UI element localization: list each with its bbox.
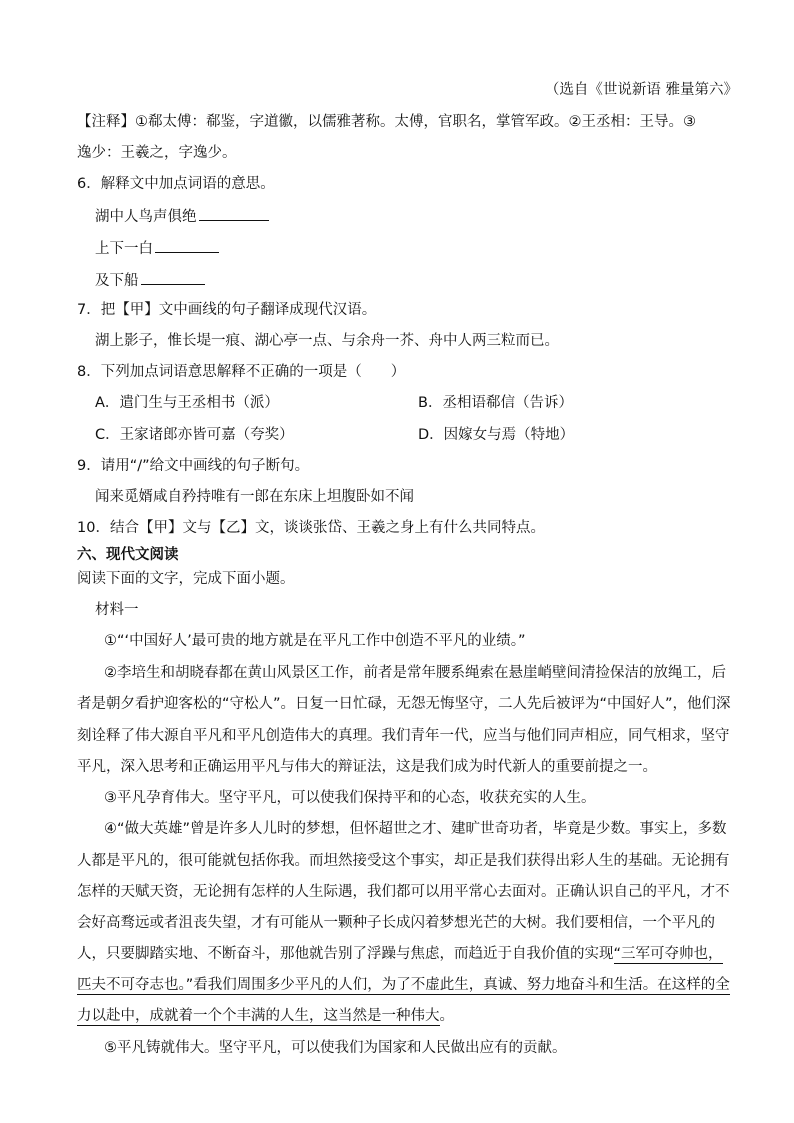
paragraph-2-line-3: 刻诠释了伟大源自平凡和平凡创造伟大的真理。我们青年一代，应当与他们同声相应，同气相求，坚守 (77, 728, 730, 744)
q8-option-a[interactable]: A．遣门生与王丞相书（派） (95, 395, 279, 411)
paragraph-4-period: 。 (439, 1008, 454, 1024)
q6-item-1 (95, 206, 269, 227)
q6-item-1-text: 湖中人鸟声俱绝 (95, 209, 197, 225)
q7-stem: 7．把【甲】文中画线的句子翻译成现代汉语。 (77, 302, 377, 318)
q7-sentence: 湖上影子，惟长堤一痕、湖心亭一点、与余舟一芥、舟中人两三粒而已。 (95, 333, 559, 349)
answer-blank[interactable] (155, 238, 219, 253)
q6-item-2 (95, 238, 219, 259)
answer-blank[interactable] (141, 270, 205, 285)
paragraph-4-line-5 (77, 944, 723, 964)
q8-option-d[interactable]: D．因嫁女与焉（特地） (418, 427, 575, 443)
paragraph-4-line-1: ④“做大英雄”曾是许多人儿时的梦想，但怀超世之才、建旷世奇功者，毕竟是少数。事实上，多数 (104, 821, 727, 837)
material-label: 材料一 (95, 602, 139, 618)
answer-blank[interactable] (199, 206, 269, 221)
q10-stem: 10．结合【甲】文与【乙】文，谈谈张岱、王羲之身上有什么共同特点。 (77, 520, 545, 536)
notes-line-1: 【注释】①郗太傅：郗鉴，字道徽，以儒雅著称。太傅，官职名，掌管军政。②王丞相：王导。③ (77, 114, 696, 130)
paragraph-4-line-6 (77, 975, 730, 995)
paragraph-2-line-1: ②李培生和胡晓春都在黄山风景区工作，前者是常年腰系绳索在悬崖峭壁间清捡保洁的放绳工，后 (104, 665, 726, 681)
q8-option-b[interactable]: B．丞相语郗信（告诉） (418, 395, 573, 411)
underlined-text: 匹夫不可夺志也。”看我们周围多少平凡的人们，为了不虚此生，真诚、努力地奋斗和生活。在这样的全 (77, 977, 730, 993)
underlined-text-end: 力以赴中，成就着一个个丰满的人生，这当然是一种伟大 (77, 1008, 440, 1024)
q9-stem: 9．请用“/”给文中画线的句子断句。 (77, 458, 310, 474)
q9-sentence: 闻来觅婿咸自矜持唯有一郎在东床上坦腹卧如不闻 (95, 489, 414, 505)
paragraph-1: ①“‘中国好人’最可贵的地方就是在平凡工作中创造不平凡的业绩。” (104, 633, 526, 649)
paragraph-4-line-7 (77, 1006, 454, 1026)
paragraph-4-line-5-text: 人，只要脚踏实地、不断奋斗，那他就告别了浮躁与焦虑，而趋近于自我价值的实现 (77, 946, 614, 962)
paragraph-2-line-4: 平凡，深入思考和正确运用平凡与伟大的辩证法，这是我们成为时代新人的重要前提之一。 (77, 759, 657, 775)
paragraph-3: ③平凡孕育伟大。坚守平凡，可以使我们保持平和的心态，收获充实的人生。 (104, 790, 596, 806)
section-heading: 六、现代文阅读 (77, 547, 179, 563)
section-instruction: 阅读下面的文字，完成下面小题。 (77, 571, 295, 587)
paragraph-4-line-3: 怎样的天赋天资，无论拥有怎样的人生际遇，我们都可以用平常心去面对。正确认识自己的平凡，才不 (77, 884, 730, 900)
paragraph-4-line-2: 人都是平凡的，很可能就包括你我。而坦然接受这个事实，却正是我们获得出彩人生的基础。无论拥有 (77, 853, 730, 869)
q8-stem: 8．下列加点词语意思解释不正确的一项是（ ） (77, 364, 406, 380)
paragraph-4-line-4: 会好高骛远或者沮丧失望，才有可能从一颗种子长成闪着梦想光芒的大树。我们要相信，一个平凡的 (77, 915, 715, 931)
q6-stem: 6．解释文中加点词语的意思。 (77, 176, 275, 192)
source-citation: （选自《世说新语 雅量第六》 (544, 82, 738, 98)
notes-line-2: 逸少：王羲之，字逸少。 (77, 145, 237, 161)
paragraph-5: ⑤平凡铸就伟大。坚守平凡，可以使我们为国家和人民做出应有的贡献。 (104, 1040, 567, 1056)
q8-option-c[interactable]: C．王家诸郎亦皆可嘉（夸奖） (95, 427, 294, 443)
paragraph-2-line-2: 者是朝夕看护迎客松的“守松人”。日复一日忙碌，无怨无悔坚守，二人先后被评为“中国好人”，他们深 (77, 696, 731, 712)
underlined-quote-start: “三军可夺帅也， (613, 946, 723, 962)
q6-item-2-text: 上下一白 (95, 241, 153, 257)
q6-item-3 (95, 270, 205, 291)
q6-item-3-text: 及下船 (95, 273, 139, 289)
